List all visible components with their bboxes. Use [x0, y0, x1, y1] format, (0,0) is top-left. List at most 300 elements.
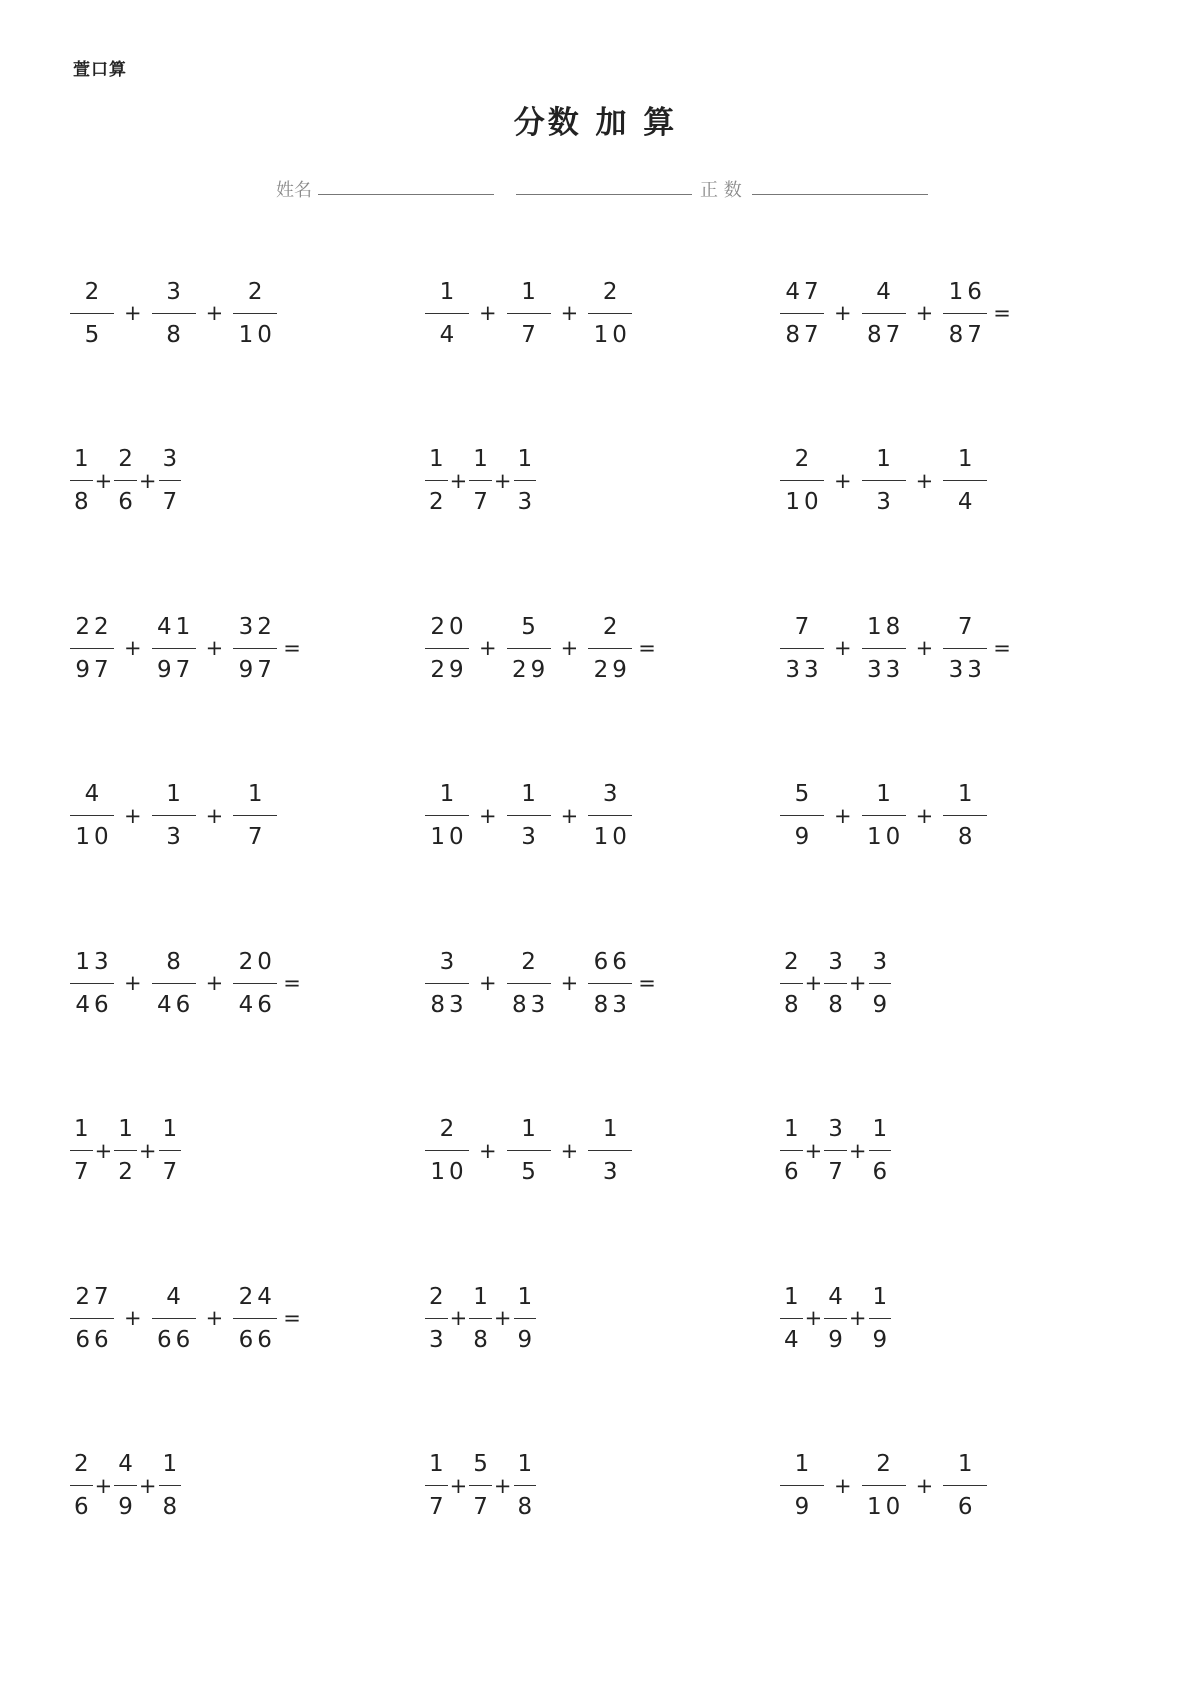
numerator: 1: [74, 1116, 93, 1142]
fraction-bar: [780, 313, 824, 314]
denominator: 87: [948, 321, 986, 348]
numerator: 1: [602, 1116, 622, 1142]
fraction-problem: [780, 781, 987, 850]
fraction-bar: [507, 313, 551, 314]
numerator: 1: [429, 446, 448, 472]
denominator: 7: [247, 824, 267, 850]
numerator: 1: [162, 1451, 182, 1477]
fraction-bar: [588, 983, 632, 984]
plus-sign: +: [205, 971, 224, 995]
fraction: [425, 445, 448, 516]
denominator: 6: [872, 1159, 892, 1185]
numerator: 4: [84, 781, 104, 807]
score-line: [752, 194, 928, 195]
fraction-bar: [780, 815, 824, 816]
plus-sign: +: [493, 468, 512, 493]
fraction-bar: [943, 815, 987, 816]
plus-sign: +: [493, 1473, 512, 1498]
fraction-bar: [425, 1318, 448, 1319]
fraction-problem: [70, 446, 182, 515]
numerator: 1: [957, 1451, 977, 1477]
plus-sign: +: [915, 468, 934, 493]
fraction: [425, 613, 469, 684]
fraction: [425, 1450, 448, 1521]
equals-sign: =: [283, 1306, 301, 1330]
fraction: [824, 1283, 847, 1354]
denominator: 9: [794, 1494, 814, 1520]
denominator: 10: [238, 321, 276, 348]
numerator: 47: [785, 278, 823, 305]
fraction: [159, 1450, 182, 1521]
denominator: 8: [784, 991, 803, 1018]
fraction-bar: [159, 480, 182, 481]
fraction-problem: [70, 1283, 301, 1353]
numerator: 1: [473, 446, 492, 472]
denominator: 4: [957, 489, 977, 515]
fraction-bar: [507, 1150, 551, 1151]
fraction: [152, 613, 196, 684]
fraction-problem: [70, 948, 301, 1018]
fraction-bar: [943, 648, 987, 649]
numerator: 1: [521, 278, 540, 305]
fraction-problem: [425, 1283, 537, 1353]
denominator: 9: [872, 1326, 892, 1353]
plus-sign: +: [915, 803, 934, 828]
fraction-bar: [869, 1150, 892, 1151]
plus-sign: +: [834, 468, 852, 493]
plus-sign: +: [560, 803, 579, 828]
numerator: 1: [247, 781, 267, 807]
fraction-bar: [70, 1485, 93, 1486]
fraction: [469, 1283, 492, 1354]
fraction: [780, 278, 824, 349]
denominator: 9: [118, 1494, 137, 1520]
plus-sign: +: [560, 636, 579, 660]
denominator: 3: [602, 1159, 622, 1185]
fraction: [780, 1115, 803, 1186]
denominator: 8: [162, 1494, 182, 1520]
numerator: 1: [517, 1451, 537, 1477]
plus-sign: +: [834, 636, 852, 660]
fraction-problem: [425, 1116, 632, 1185]
fraction: [152, 1283, 196, 1354]
fraction: [70, 278, 114, 349]
numerator: 2: [876, 1451, 895, 1477]
plus-sign: +: [138, 1138, 157, 1163]
denominator: 66: [238, 1326, 276, 1353]
denominator: 7: [828, 1159, 847, 1185]
denominator: 66: [156, 1326, 195, 1353]
plus-sign: +: [834, 803, 852, 828]
fraction: [114, 445, 137, 516]
denominator: 3: [429, 1326, 448, 1353]
numerator: 20: [430, 613, 468, 640]
numerator: 4: [166, 1283, 185, 1310]
plus-sign: +: [848, 1306, 867, 1330]
numerator: 1: [957, 781, 977, 807]
numerator: 2: [74, 1451, 93, 1477]
fraction-bar: [425, 648, 469, 649]
fraction-problem: [70, 613, 301, 683]
name-label: 姓名: [276, 180, 312, 201]
denominator: 7: [473, 1494, 492, 1520]
fraction-bar: [514, 480, 537, 481]
plus-sign: +: [479, 971, 497, 995]
denominator: 6: [784, 1159, 803, 1185]
fraction-bar: [943, 1485, 987, 1486]
denominator: 7: [162, 489, 182, 515]
plus-sign: +: [915, 301, 934, 325]
fraction-bar: [862, 815, 906, 816]
numerator: 2: [84, 278, 104, 305]
fraction-bar: [943, 313, 987, 314]
plus-sign: +: [138, 1473, 157, 1498]
numerator: 5: [521, 613, 540, 640]
denominator: 8: [828, 991, 847, 1018]
plus-sign: +: [834, 301, 852, 325]
fraction-bar: [70, 815, 114, 816]
denominator: 10: [866, 824, 905, 850]
denominator: 7: [429, 1494, 448, 1520]
denominator: 8: [74, 489, 93, 515]
denominator: 3: [517, 489, 537, 515]
fraction-bar: [862, 1485, 906, 1486]
numerator: 3: [439, 948, 459, 975]
denominator: 8: [473, 1326, 492, 1353]
denominator: 33: [785, 656, 823, 683]
fraction-bar: [152, 1318, 196, 1319]
fraction-problem: [70, 278, 277, 348]
numerator: 7: [794, 613, 814, 640]
denominator: 10: [430, 824, 468, 850]
numerator: 2: [521, 948, 540, 975]
equals-sign: =: [283, 636, 301, 660]
denominator: 87: [785, 321, 823, 348]
fraction-bar: [70, 480, 93, 481]
fraction-problem: [70, 1451, 182, 1520]
denominator: 9: [794, 824, 814, 850]
numerator: 1: [784, 1283, 803, 1310]
fraction-problem: [780, 278, 1011, 348]
denominator: 6: [74, 1494, 93, 1520]
plus-sign: +: [848, 1138, 867, 1163]
plus-sign: +: [94, 1473, 113, 1498]
fraction-bar: [152, 983, 196, 984]
fraction-problem: [70, 781, 277, 850]
numerator: 2: [439, 1116, 459, 1142]
denominator: 10: [430, 1159, 468, 1185]
fraction-bar: [425, 1485, 448, 1486]
class-line: [516, 194, 692, 195]
fraction: [780, 780, 824, 851]
plus-sign: +: [560, 301, 579, 325]
plus-sign: +: [138, 468, 157, 493]
denominator: 83: [593, 991, 631, 1018]
denominator: 3: [166, 824, 185, 850]
fraction: [943, 278, 987, 349]
fraction-bar: [588, 313, 632, 314]
fraction-problem: [780, 948, 892, 1018]
fraction: [507, 278, 551, 349]
equals-sign: =: [638, 971, 656, 995]
fraction: [159, 1115, 182, 1186]
numerator: 1: [74, 446, 93, 472]
denominator: 9: [517, 1326, 537, 1353]
plus-sign: +: [205, 636, 224, 660]
denominator: 7: [521, 321, 540, 348]
plus-sign: +: [479, 1138, 497, 1163]
plus-sign: +: [449, 1473, 468, 1498]
fraction-bar: [70, 648, 114, 649]
fraction-problem: [780, 446, 987, 515]
plus-sign: +: [804, 971, 823, 995]
fraction-bar: [70, 1318, 114, 1319]
fraction-problem: [780, 1283, 892, 1353]
fraction: [780, 445, 824, 516]
fraction: [869, 1115, 892, 1186]
numerator: 1: [162, 1116, 182, 1142]
numerator: 1: [872, 1116, 892, 1142]
fraction-bar: [114, 1485, 137, 1486]
fraction-problem: [425, 1451, 537, 1520]
fraction: [780, 613, 824, 684]
denominator: 29: [593, 656, 631, 683]
plus-sign: +: [124, 636, 142, 660]
fraction-bar: [469, 480, 492, 481]
fraction: [588, 1115, 632, 1186]
numerator: 1: [517, 446, 537, 472]
numerator: 16: [948, 278, 986, 305]
plus-sign: +: [479, 803, 497, 828]
denominator: 2: [429, 489, 448, 515]
fraction-problem: [425, 446, 537, 515]
denominator: 33: [866, 656, 905, 683]
denominator: 29: [430, 656, 468, 683]
fraction-problem: [70, 1116, 182, 1185]
numerator: 32: [238, 613, 276, 640]
denominator: 97: [156, 656, 195, 683]
fraction-bar: [469, 1485, 492, 1486]
fraction-bar: [152, 313, 196, 314]
denominator: 10: [785, 489, 823, 515]
fraction-problem: [425, 613, 656, 683]
numerator: 1: [166, 781, 185, 807]
fraction: [507, 1115, 551, 1186]
fraction: [233, 948, 277, 1019]
fraction: [70, 1450, 93, 1521]
plus-sign: +: [205, 301, 224, 325]
denominator: 66: [75, 1326, 113, 1353]
numerator: 1: [876, 781, 895, 807]
plus-sign: +: [124, 301, 142, 325]
fraction: [862, 278, 906, 349]
fraction: [588, 948, 632, 1019]
fraction: [943, 613, 987, 684]
numerator: 41: [156, 613, 195, 640]
fraction-bar: [780, 1150, 803, 1151]
numerator: 22: [75, 613, 113, 640]
fraction-bar: [70, 983, 114, 984]
denominator: 8: [166, 321, 185, 348]
equals-sign: =: [638, 636, 656, 660]
denominator: 9: [828, 1326, 847, 1353]
fraction-bar: [862, 480, 906, 481]
fraction: [152, 948, 196, 1019]
fraction: [943, 1450, 987, 1521]
denominator: 10: [75, 824, 113, 850]
fraction: [233, 1283, 277, 1354]
fraction-bar: [425, 815, 469, 816]
fraction: [152, 780, 196, 851]
numerator: 1: [784, 1116, 803, 1142]
numerator: 3: [602, 781, 622, 807]
plus-sign: +: [804, 1306, 823, 1330]
fraction-bar: [152, 648, 196, 649]
numerator: 7: [957, 613, 977, 640]
fraction-bar: [514, 1318, 537, 1319]
denominator: 5: [521, 1159, 540, 1185]
fraction-bar: [70, 1150, 93, 1151]
denominator: 97: [238, 656, 276, 683]
plus-sign: +: [449, 468, 468, 493]
fraction: [514, 1450, 537, 1521]
numerator: 18: [866, 613, 905, 640]
fraction: [824, 948, 847, 1019]
fraction: [70, 613, 114, 684]
plus-sign: +: [493, 1306, 512, 1330]
fraction-bar: [824, 1150, 847, 1151]
denominator: 83: [511, 991, 550, 1018]
fraction-bar: [943, 480, 987, 481]
fraction: [233, 278, 277, 349]
fraction: [862, 445, 906, 516]
name-line: [318, 194, 494, 195]
fraction-bar: [780, 648, 824, 649]
fraction: [780, 948, 803, 1019]
numerator: 27: [75, 1283, 113, 1310]
fraction-problem: [425, 948, 656, 1018]
plus-sign: +: [848, 971, 867, 995]
plus-sign: +: [205, 803, 224, 828]
fraction-bar: [588, 1150, 632, 1151]
numerator: 2: [602, 278, 622, 305]
fraction-bar: [114, 1150, 137, 1151]
fraction: [425, 1283, 448, 1354]
equals-sign: =: [283, 971, 301, 995]
fraction: [152, 278, 196, 349]
plus-sign: +: [205, 1306, 224, 1330]
numerator: 1: [521, 781, 540, 807]
numerator: 3: [828, 948, 847, 975]
denominator: 46: [238, 991, 276, 1018]
fraction-bar: [869, 1318, 892, 1319]
numerator: 2: [784, 948, 803, 975]
numerator: 4: [876, 278, 895, 305]
numerator: 20: [238, 948, 276, 975]
denominator: 10: [593, 824, 631, 850]
fraction-problem: [780, 613, 1011, 683]
fraction: [114, 1115, 137, 1186]
fraction: [514, 1283, 537, 1354]
numerator: 13: [75, 948, 113, 975]
plus-sign: +: [124, 971, 142, 995]
plus-sign: +: [94, 1138, 113, 1163]
fraction: [70, 445, 93, 516]
denominator: 4: [439, 321, 459, 348]
fraction: [514, 445, 537, 516]
fraction-problem: [425, 781, 632, 850]
fraction-bar: [514, 1485, 537, 1486]
fraction: [425, 780, 469, 851]
numerator: 4: [118, 1451, 137, 1477]
fraction-bar: [507, 815, 551, 816]
fraction-bar: [70, 313, 114, 314]
fraction-bar: [233, 815, 277, 816]
fraction-bar: [159, 1150, 182, 1151]
denominator: 7: [162, 1159, 182, 1185]
fraction: [507, 948, 551, 1019]
denominator: 10: [593, 321, 631, 348]
fraction-bar: [507, 648, 551, 649]
plus-sign: +: [124, 1306, 142, 1330]
numerator: 5: [473, 1451, 492, 1477]
fraction: [507, 780, 551, 851]
plus-sign: +: [560, 1138, 579, 1163]
fraction: [114, 1450, 137, 1521]
denominator: 8: [517, 1494, 537, 1520]
numerator: 1: [517, 1283, 537, 1310]
denominator: 6: [957, 1494, 977, 1520]
numerator: 1: [429, 1451, 448, 1477]
numerator: 1: [439, 781, 459, 807]
plus-sign: +: [560, 971, 579, 995]
numerator: 2: [429, 1283, 448, 1310]
denominator: 7: [74, 1159, 93, 1185]
denominator: 87: [866, 321, 905, 348]
denominator: 2: [118, 1159, 137, 1185]
fraction-bar: [469, 1318, 492, 1319]
denominator: 6: [118, 489, 137, 515]
numerator: 5: [794, 781, 814, 807]
plus-sign: +: [915, 1473, 934, 1498]
denominator: 3: [521, 824, 540, 850]
corner-label: 萱口算: [73, 60, 127, 80]
fraction: [469, 1450, 492, 1521]
fraction: [70, 948, 114, 1019]
denominator: 46: [156, 991, 195, 1018]
numerator: 1: [794, 1451, 814, 1477]
denominator: 29: [511, 656, 550, 683]
fraction: [70, 1115, 93, 1186]
fraction-bar: [233, 648, 277, 649]
denominator: 10: [866, 1494, 905, 1520]
fraction-bar: [862, 648, 906, 649]
numerator: 2: [602, 613, 622, 640]
fraction-bar: [780, 1485, 824, 1486]
fraction: [70, 1283, 114, 1354]
fraction: [824, 1115, 847, 1186]
plus-sign: +: [449, 1306, 468, 1330]
fraction: [588, 780, 632, 851]
fraction: [233, 613, 277, 684]
fraction-bar: [152, 815, 196, 816]
fraction: [780, 1283, 803, 1354]
numerator: 3: [872, 948, 892, 975]
denominator: 3: [876, 489, 895, 515]
numerator: 24: [238, 1283, 276, 1310]
fraction: [780, 1450, 824, 1521]
numerator: 1: [876, 446, 895, 472]
